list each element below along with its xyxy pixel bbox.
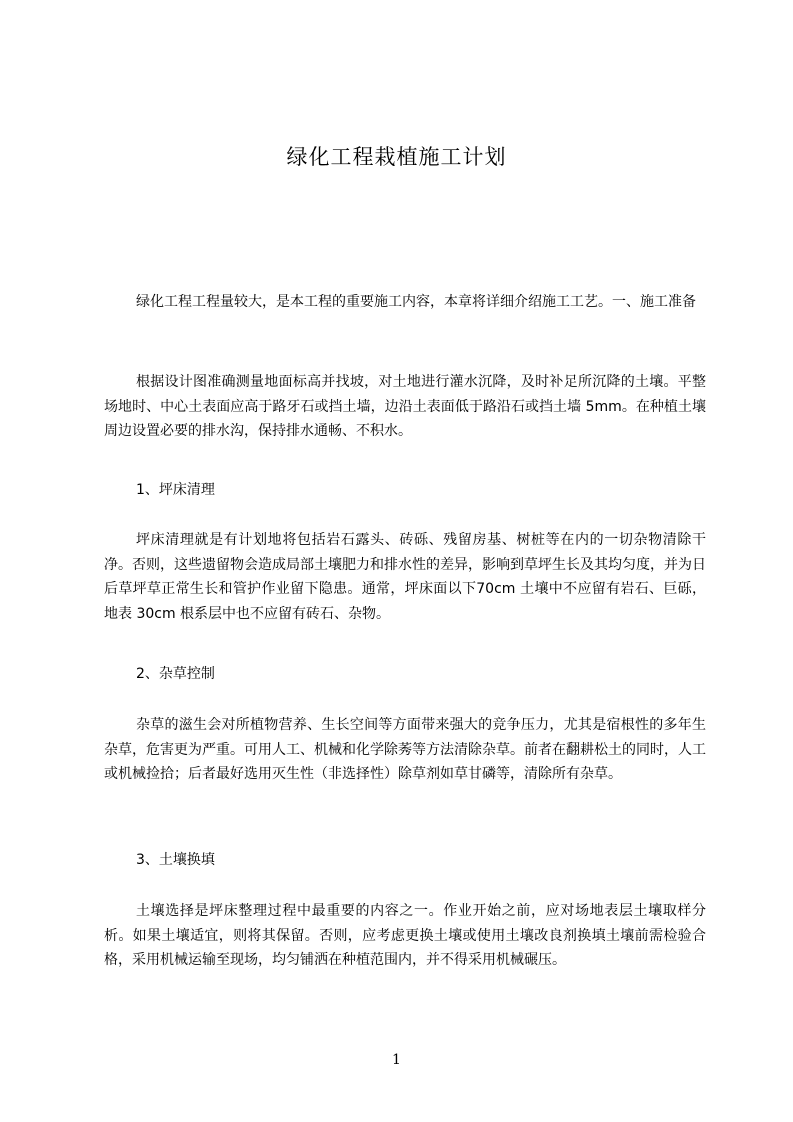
section-heading-bed-clearing: 1、坪床清理 xyxy=(136,482,215,498)
preparation-paragraph: 根据设计图准确测量地面标高并找坡，对土地进行灌水沉降，及时补足所沉降的土壤。平整场地时、中心土表面应高于路牙石或挡土墙，边沿土表面低于路沿石或挡土墙 5mm。在种植土壤周边设置必要的排水沟，保持排水通畅、不积水。 xyxy=(104,374,706,439)
soil-replacement-paragraph: 土壤选择是坪床整理过程中最重要的内容之一。作业开始之前，应对场地表层土壤取样分析。如果土壤适宜，则将其保留。否则，应考虑更换土壤或使用土壤改良剂换填土壤前需检验合格，采用机械运输至现场，均匀铺洒在种植范围内，并不得采用机械碾压。 xyxy=(104,903,706,968)
document-title: 绿化工程栽植施工计划 xyxy=(286,145,507,169)
page-number: 1 xyxy=(392,1052,401,1068)
intro-paragraph: 绿化工程工程量较大，是本工程的重要施工内容，本章将详细介绍施工工艺。一、施工准备 xyxy=(136,294,696,310)
section-heading-weed-control: 2、杂草控制 xyxy=(136,666,215,682)
bed-clearing-paragraph: 坪床清理就是有计划地将包括岩石露头、砖砾、残留房基、树桩等在内的一切杂物清除干净。否则，这些遗留物会造成局部土壤肥力和排水性的差异，影响到草坪生长及其均匀度，并为日后草坪草正常生长和管护作业留下隐患。通常，坪床面以下70cm 土壤中不应留有岩石、巨砾，地表 30cm 根系层中也不应留有砖石、杂物。 xyxy=(104,532,706,622)
section-heading-soil-replacement: 3、土壤换填 xyxy=(136,852,215,868)
weed-control-paragraph: 杂草的滋生会对所植物营养、生长空间等方面带来强大的竞争压力，尤其是宿根性的多年生杂草，危害更为严重。可用人工、机械和化学除莠等方法清除杂草。前者在翻耕松土的同时，人工或机械捡拾；后者最好选用灭生性（非选择性）除草剂如草甘磷等，清除所有杂草。 xyxy=(104,717,706,782)
